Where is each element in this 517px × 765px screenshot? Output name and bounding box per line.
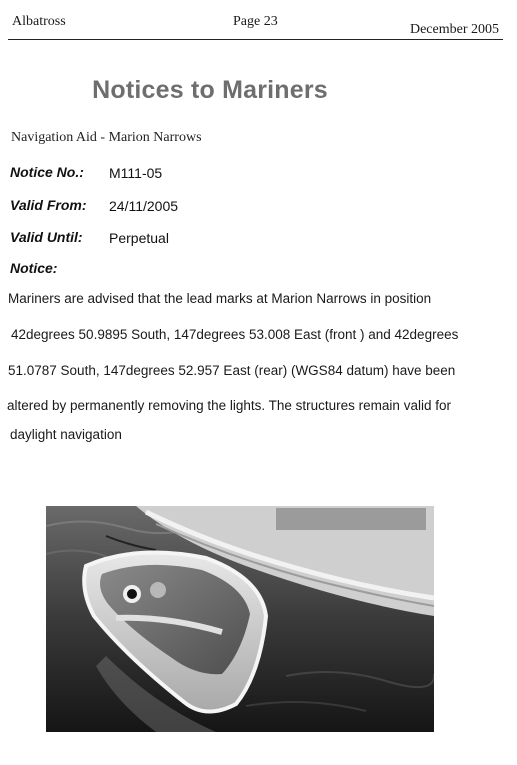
notice-subtitle: Navigation Aid - Marion Narrows <box>11 130 202 145</box>
header-date: December 2005 <box>409 22 499 37</box>
notice-line: daylight navigation <box>10 427 122 442</box>
header-rule <box>8 39 503 40</box>
notice-no-label: Notice No.: <box>10 164 84 180</box>
notice-line: altered by permanently removing the lights. The structures remain valid for <box>7 398 451 413</box>
dinghy-photo <box>46 506 434 732</box>
notice-line: Mariners are advised that the lead marks at Marion Narrows in position <box>8 291 432 306</box>
valid-until-value: Perpetual <box>109 230 169 246</box>
notice-line: 51.0787 South, 147degrees 52.957 East (rear) (WGS84 datum) have been <box>8 363 456 378</box>
header-page-number: Page 23 <box>233 14 278 29</box>
page-title: Notices to Mariners <box>92 76 328 104</box>
valid-until-label: Valid Until: <box>10 229 83 245</box>
valid-from-value: 24/11/2005 <box>109 198 179 214</box>
notice-no-value: M111-05 <box>109 165 163 181</box>
notice-line: 42degrees 50.9895 South, 147degrees 53.008 East (front ) and 42degrees <box>11 327 459 342</box>
valid-from-label: Valid From: <box>10 197 87 213</box>
notice-label: Notice: <box>10 260 58 276</box>
header-publication: Albatross <box>12 14 66 29</box>
